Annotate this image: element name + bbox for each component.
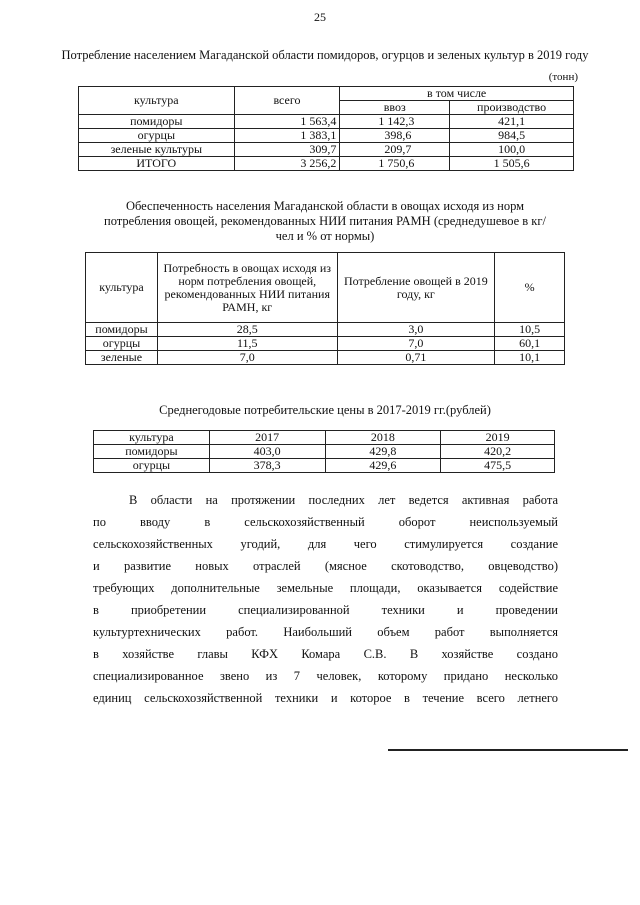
header-production: производство: [450, 101, 574, 115]
cell-percent: 10,1: [495, 351, 565, 365]
cell-need: 28,5: [157, 323, 337, 337]
table-row-total: [79, 157, 574, 171]
divider: [388, 749, 628, 751]
cell-import: 1 750,6: [340, 157, 450, 171]
cell-import: 209,7: [340, 143, 450, 157]
header-2018: 2018: [325, 431, 441, 445]
cell-culture: помидоры: [94, 445, 210, 459]
header-import: ввоз: [340, 101, 450, 115]
cell-production: 100,0: [450, 143, 574, 157]
table-row: [86, 351, 565, 365]
header-2017: 2017: [209, 431, 325, 445]
cell-culture: помидоры: [79, 115, 235, 129]
header-percent: %: [495, 253, 565, 323]
paragraph-line: специализированное звено из 7 человек, которому придано несколько: [93, 669, 558, 683]
header-total: всего: [234, 87, 340, 115]
cell-culture: зеленые культуры: [79, 143, 235, 157]
paragraph-line: сельскохозяйственных угодий, для чего стимулируется создание: [93, 537, 558, 551]
cell-total: 1 563,4: [234, 115, 340, 129]
cell-culture: зеленые: [86, 351, 158, 365]
paragraph-line: культуртехнических работ. Наибольший объем работ выполняется: [93, 625, 558, 639]
cell-production: 421,1: [450, 115, 574, 129]
table1-title: Потребление населением Магаданской области помидоров, огурцов и зеленых культур в 2019 году: [61, 48, 589, 62]
cell-need: 11,5: [157, 337, 337, 351]
paragraph-line: единиц сельскохозяйственной техники и которое в течение всего летнего: [93, 691, 558, 705]
cell-culture: огурцы: [79, 129, 235, 143]
cell-percent: 10,5: [495, 323, 565, 337]
cell-consumption: 3,0: [337, 323, 495, 337]
provision-table: [85, 252, 565, 365]
cell-culture: огурцы: [86, 337, 158, 351]
cell-need: 7,0: [157, 351, 337, 365]
cell-production: 1 505,6: [450, 157, 574, 171]
header-2019: 2019: [441, 431, 555, 445]
paragraph-line: В области на протяжении последних лет ведется активная работа: [129, 493, 558, 507]
paragraph-line: требующих дополнительные земельные площади, оказывается содействие: [93, 581, 558, 595]
consumption-table: [78, 86, 574, 171]
paragraph-line: в приобретении специализированной техники и проведении: [93, 603, 558, 617]
cell-culture: помидоры: [86, 323, 158, 337]
cell-2018: 429,8: [325, 445, 441, 459]
table-row: [79, 115, 574, 129]
cell-2019: 475,5: [441, 459, 555, 473]
table-row: [94, 459, 555, 473]
cell-consumption: 7,0: [337, 337, 495, 351]
table-row: [86, 337, 565, 351]
cell-total: 3 256,2: [234, 157, 340, 171]
cell-production: 984,5: [450, 129, 574, 143]
header-need: Потребность в овощах исходя из норм потребления овощей, рекомендованных НИИ питания РАМН, кг: [157, 253, 337, 323]
table1-unit: (тонн): [548, 71, 578, 83]
cell-2017: 403,0: [209, 445, 325, 459]
cell-2018: 429,6: [325, 459, 441, 473]
cell-import: 1 142,3: [340, 115, 450, 129]
table-row: [86, 323, 565, 337]
header-culture: культура: [86, 253, 158, 323]
table3-title: Среднегодовые потребительские цены в 2017-2019 гг.(рублей): [159, 403, 491, 417]
cell-total: 309,7: [234, 143, 340, 157]
paragraph-line: в хозяйстве главы КФХ Комара С.В. В хозяйстве создано: [93, 647, 558, 661]
cell-2019: 420,2: [441, 445, 555, 459]
prices-table: [93, 430, 555, 473]
cell-culture: ИТОГО: [79, 157, 235, 171]
paragraph-line: и развитие новых отраслей (мясное скотоводство, овцеводство): [93, 559, 558, 573]
header-consumption: Потребление овощей в 2019 году, кг: [337, 253, 495, 323]
cell-percent: 60,1: [495, 337, 565, 351]
header-culture: культура: [94, 431, 210, 445]
page-number: 25: [314, 10, 326, 24]
cell-import: 398,6: [340, 129, 450, 143]
body-paragraph: [93, 489, 558, 709]
cell-consumption: 0,71: [337, 351, 495, 365]
table-row: [94, 445, 555, 459]
cell-2017: 378,3: [209, 459, 325, 473]
table-row: [79, 129, 574, 143]
table2-title: Обеспеченность населения Магаданской области в овощах исходя из норм потребления овощей, рекомендованных НИИ питания РАМН (среднедушевое в кг/чел и % от нормы): [104, 199, 546, 243]
header-culture: культура: [79, 87, 235, 115]
table-row: [79, 143, 574, 157]
paragraph-line: по вводу в сельскохозяйственный оборот неиспользуемый: [93, 515, 558, 529]
cell-culture: огурцы: [94, 459, 210, 473]
cell-total: 1 383,1: [234, 129, 340, 143]
header-including: в том числе: [340, 87, 574, 101]
